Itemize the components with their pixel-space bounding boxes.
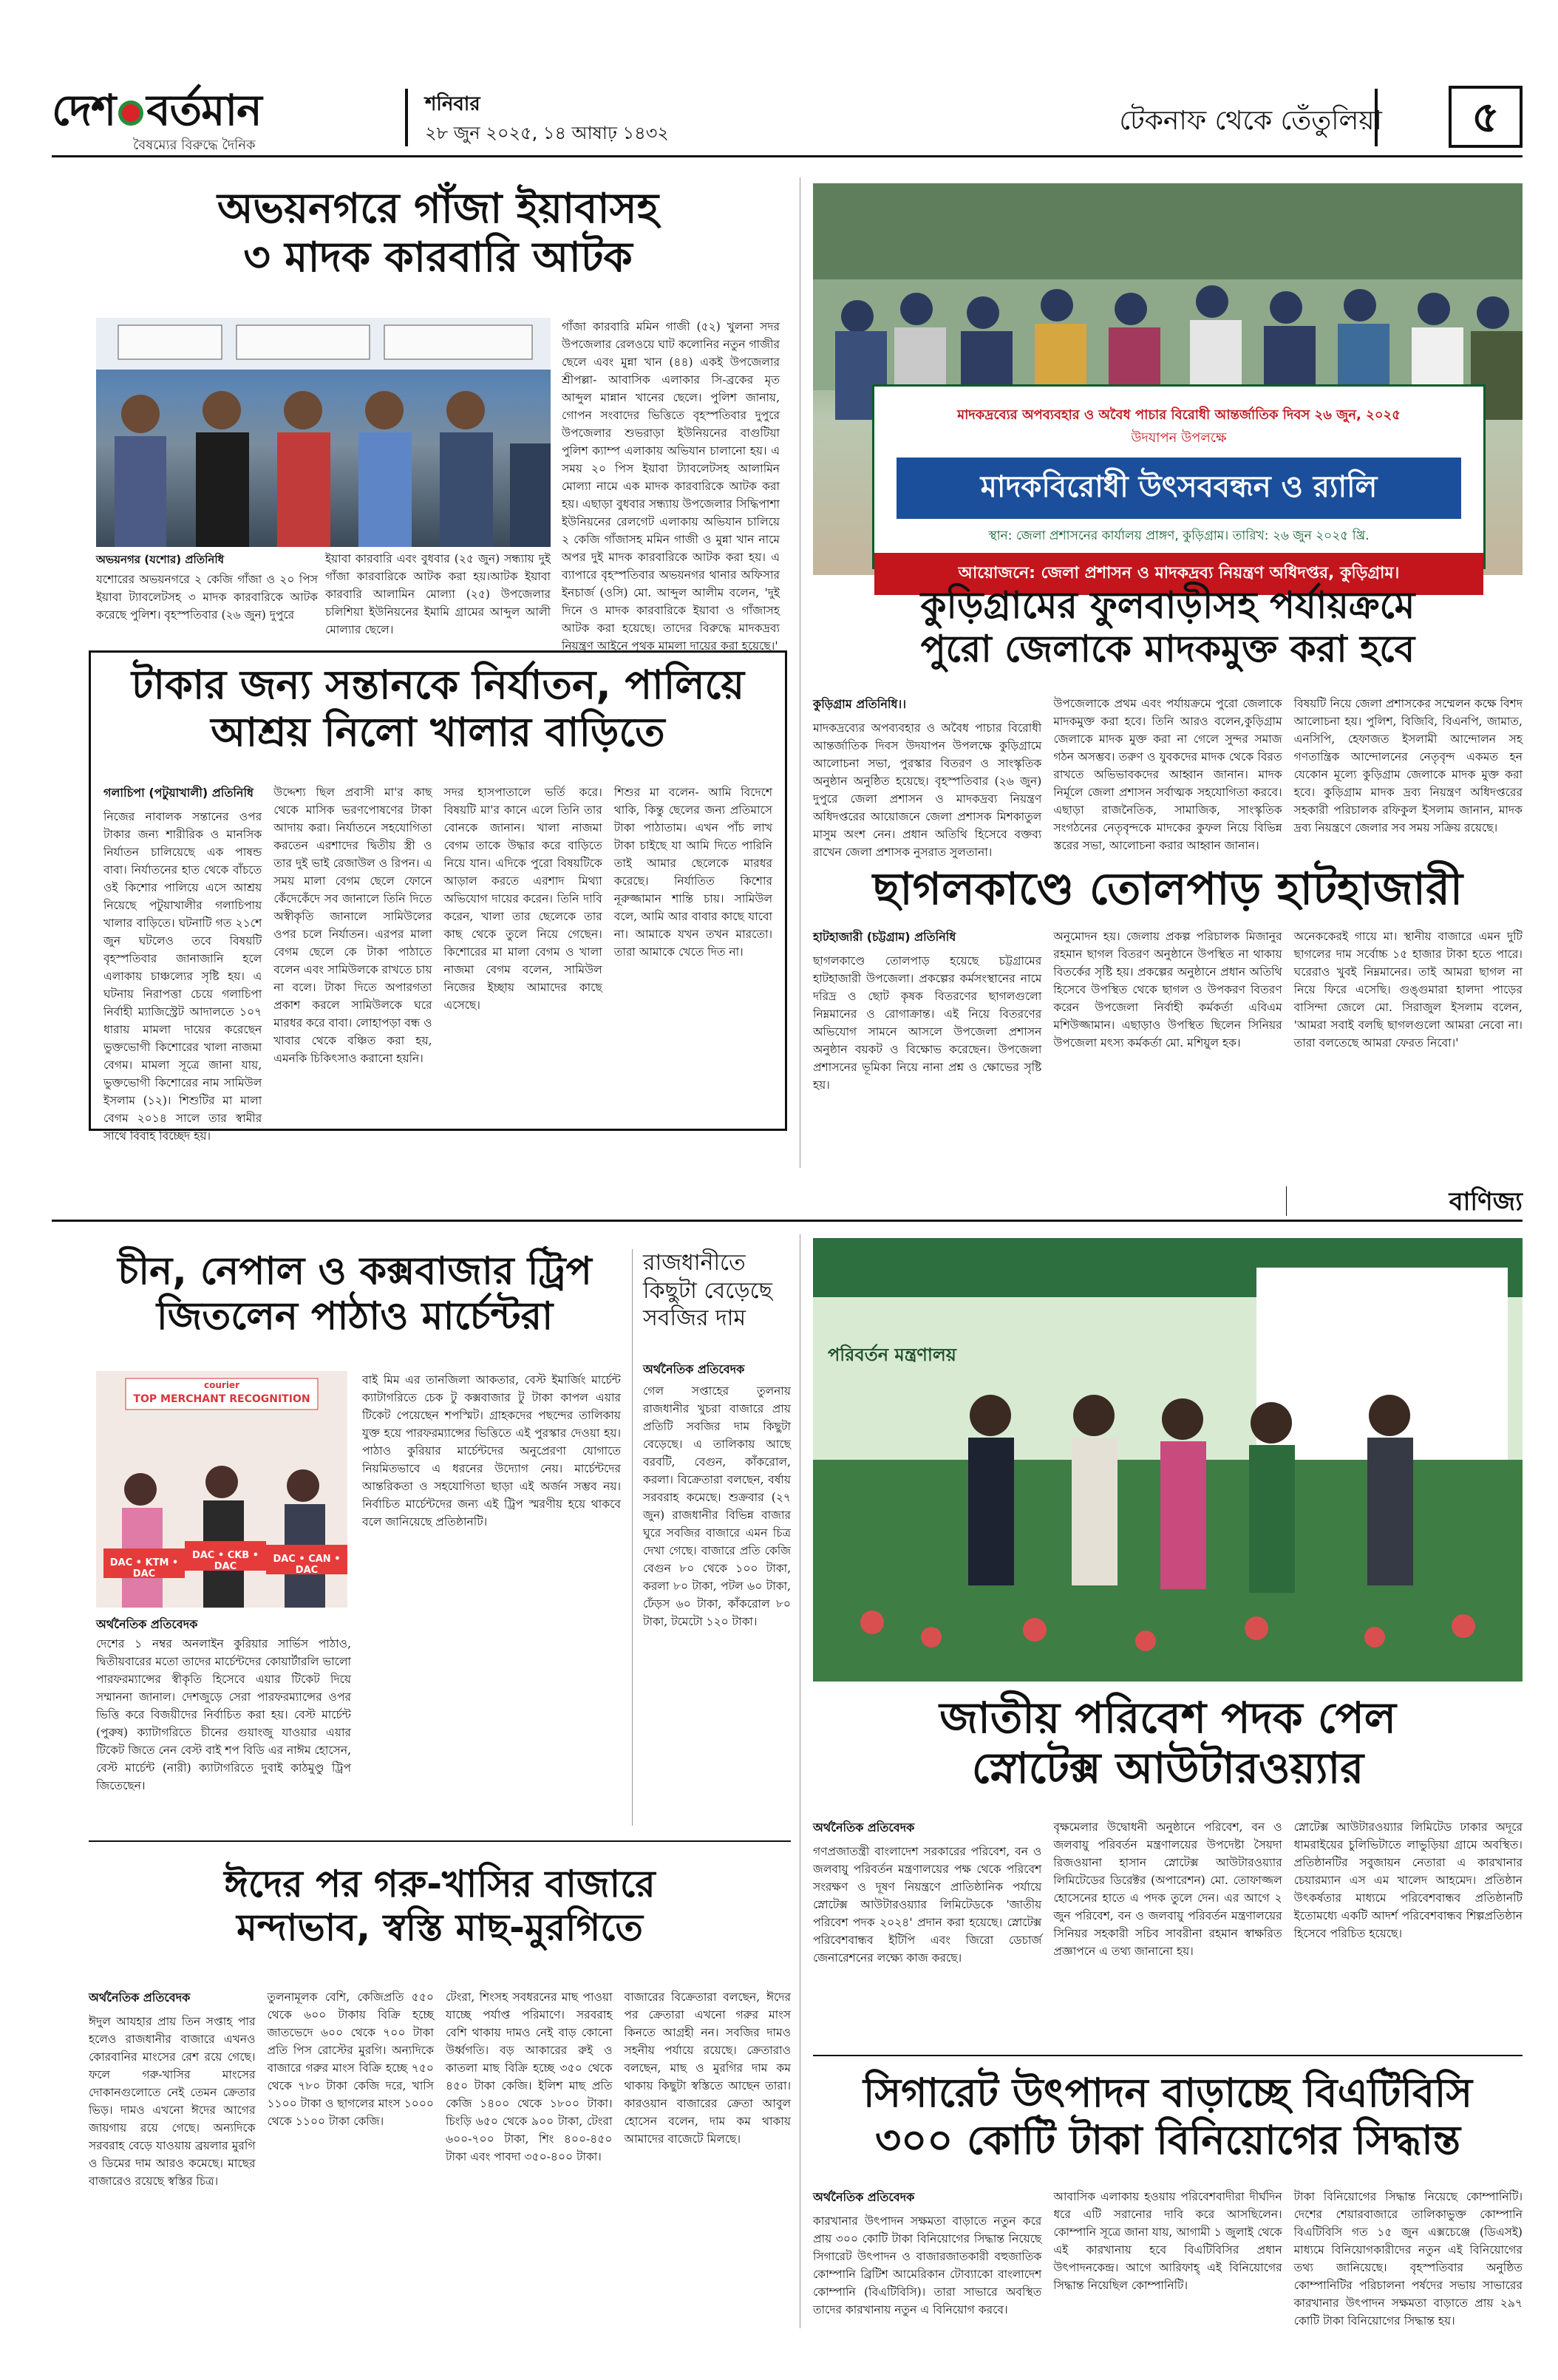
banner-line: মাদকদ্রব্যের অপব্যবহার ও অবৈধ পাচার বিরোধী আন্তর্জাতিক দিবস ২৬ জুন, ২০২৫	[957, 407, 1401, 423]
story-snowtex-headline: জাতীয় পরিবেশ পদক পেল স্নোটেক্স আউটারওয়্যার	[939, 1693, 1396, 1794]
story-rule	[813, 2055, 1523, 2056]
story-eid-headline: ঈদের পর গরু-খাসির বাজারে মন্দাভাব, স্বস্তি মাছ-মুরগিতে	[224, 1863, 656, 1949]
byline: কুড়িগ্রাম প্রতিনিধি।।	[813, 697, 906, 711]
story-galachipa-headline: টাকার জন্য সন্তানকে নির্যাতন, পালিয়ে আশ্রয় নিলো খালার বাড়িতে	[131, 662, 745, 755]
banner-organizer: আয়োজনে: জেলা প্রশাসন ও মাদকদ্রব্য নিয়ন্ত্রণ অধিদপ্তর, কুড়িগ্রাম।	[874, 553, 1483, 595]
story-body-column: যশোরের অভয়নগরে ২ কেজি গাঁজা ও ২০ পিস ইয়াবা ট্যাবলেটসহ ৩ মাদক কারবারিকে আটক করেছে পুলিশ। বৃহস্পতিবার (২৬ জুন) দুপুরে	[96, 573, 318, 622]
story-body-column: গাঁজা কারবারি মমিন গাজী (৫২) খুলনা সদর উপজেলার রেলওয়ে ঘাট কলোনির নতুন গাজীর ছেলে এবং মুন্না খান (৪৪) একই উপজেলার শ্রীপল্লা- আবাসিক এলাকার সি-ব্রকের মৃত আব্দুল মান্নান খানের ছেলে। পুলিশ জানায়, গোপন সংবাদের ভিত্তিতে বৃহস্পতিবার দুপুরে উপজেলার শুভরাড়া ইউনিয়নের বাগুটিয়া পুলিশ ক্যাম্প এলাকায় অভিযান চালানো হয়। এ সময় ২০ পিস ইয়াবা ট্যাবলেটসহ আলামিন মোল্যা নামে এক মাদক কারবারিকে আটক করা হয়। এছাড়া বুধবার সন্ধ্যায় উপজেলার সিদ্ধিপাশা ইউনিয়নের রেলগেট এলাকায় অভিযান চালিয়ে ২ কেজি গাঁজাসহ মমিন গাজী ও মুন্না খান নামে অপর দুই মাদক কারবারিকে আটক করা হয়। এ ব্যাপারে বৃহস্পতিবার অভয়নগর থানার অফিসার ইনচার্জ (ওসি) মো. আব্দুল আলীম বলেন, 'দুই দিনে ও মাদক কারবারিকে ইয়াবা ও গাঁজাসহ আটক করা হয়েছে। তাদের বিরুদ্ধে মাদকদ্রব্য নিয়ন্ত্রণ আইনে পৃথক মামলা দায়ের করা হয়েছে।'	[562, 320, 780, 653]
byline: হাটহাজারী (চট্টগ্রাম) প্রতিনিধি	[813, 930, 956, 944]
byline: অর্থনৈতিক প্রতিবেদক	[643, 1362, 745, 1376]
photo-brand-text: courier	[204, 1380, 239, 1390]
logo-word-left: দেশ	[52, 85, 116, 135]
logo-word-right: বর্তমান	[146, 85, 262, 135]
story-hathazari-body: হাটহাজারী (চট্টগ্রাম) প্রতিনিধি ছাগলকাণ্ডে তোলপাড় হয়েছে চট্টগ্রামের হাটহাজারী উপজেলা। প্রকল্পের কর্মসংস্থানের নামে দরিদ্র ও ছোট কৃষক বিতরণের ছাগলগুলো নিম্নমানের ও রোগাক্রান্ত। এই নিয়ে বিতরণের অভিযোগ সামনে আসলে উপজেলা প্রশাসন অনুষ্ঠান বয়কট ও বিক্ষোভ করেছেন। উপজেলা প্রশাসনের ভূমিকা নিয়ে নানা প্রশ্ন ও ক্ষোভের সৃষ্টি হয়। অনুমোদন হয়। জেলায় প্রকল্প পরিচালক মিজানুর রহমান ছাগল বিতরণ অনুষ্ঠানে উপস্থিত না থাকায় বিতর্কের সৃষ্টি হয়। প্রকল্পের অনুষ্ঠানে প্রধান অতিথি হিসেবে উপস্থিত থেকে ছাগল ও উপকরণ বিতরণ করেন উপজেলা নির্বাহী কর্মকর্তা এবিএম মশিউজ্জামান। এছাড়াও উপস্থিত ছিলেন সিনিয়র উপজেলা মৎস্য কর্মকর্তা মো. মশিয়ুল হক। অনেককেরই গায়ে মা। স্থানীয় বাজারে এমন দুটি ছাগলের দাম সর্বোচ্চ ১৫ হাজার টাকা হতে পারে। ঘরেরাও খুবই নিম্নমানের। তাই আমরা ছাগল না নিয়ে ফিরে এসেছি। গুঙ্গুমারা হালদা পাড়ের বাসিন্দা জেলে মো. সিরাজুল ইসলাম বলেন, 'আমরা সবাই বলছি ছাগলগুলো আমরা নেবো না। তারা বলতেছে আমরা ফেরত নিবো।'	[813, 928, 1523, 1142]
logo-tagline: বৈষম্যের বিরুদ্ধে দৈনিক	[133, 137, 256, 153]
issue-day: শনিবার	[425, 93, 480, 115]
story-rule	[89, 1840, 791, 1842]
newspaper-logo[interactable]	[52, 87, 421, 154]
photo-caption: অভয়নগর (যশোর) প্রতিনিধি	[96, 553, 225, 566]
banner-line: উদযাপন উপলক্ষে	[1131, 430, 1227, 446]
story-body-column: বাই মিম এর তানজিলা আকতার, বেস্ট ইমার্জিং মার্চেন্ট ক্যাটাগরিতে চেক টু কক্সবাজার টু টাকা কাপল এয়ার টিকেট পেয়েছেন শপস্মিট। গ্রাহকদের পছন্দের তালিকায় যুক্ত হয়ে পারফরম্যান্সের ভিত্তিতে এই পুরস্কার দেওয়া হয়। পাঠাও কুরিয়ার মার্চেন্টদের অনুপ্রেরণা যোগাতে নিয়মিতভাবে এ ধরনের উদ্যোগ নেয়। মার্চেন্টদের আন্তরিকতা ও সহযোগিতা ছাড়া এই অর্জন সম্ভব নয়। নির্বাচিত মার্চেন্টদের জন্য এই ট্রিপ স্মরণীয় হয়ে থাকবে বলে জানিয়েছে প্রতিষ্ঠানটি।	[362, 1373, 621, 1529]
story-batbc-headline: সিগারেট উৎপাদন বাড়াচ্ছে বিএটিবিসি ৩০০ কোটি টাকা বিনিয়োগের সিদ্ধান্ত	[863, 2070, 1473, 2163]
story-vegetable-headline: রাজধানীতে কিছুটা বেড়েছে সবজির দাম	[643, 1250, 772, 1331]
ticket-card: DAC • CAN • DAC	[273, 1554, 341, 1576]
story-abhaynagar-headline	[96, 185, 780, 310]
masthead-rule	[52, 155, 1523, 157]
byline: অর্থনৈতিক প্রতিবেদক	[813, 1820, 915, 1835]
story-kurigram-body: কুড়িগ্রাম প্রতিনিধি।। মাদকদ্রব্যের অপব্যবহার ও অবৈধ পাচার বিরোধী আন্তর্জাতিক দিবস উদযাপন উপলক্ষে কুড়িগ্রামে আলোচনা সভা, পুরস্কার বিতরণ ও সাংস্কৃতিক অনুষ্ঠান অনুষ্ঠিত হয়েছে। বৃহস্পতিবার (২৬ জুন) দুপুরে জেলা প্রশাসন ও মাদকদ্রব্য নিয়ন্ত্রণ অধিদপ্তরের আয়োজনে জেলা প্রশাসক মিশকাতুল মাসুম অংশ নেন। প্রধান অতিথি হিসেবে বক্তব্য রাখেন জেলা প্রশাসক নুসরাত সুলতানা। উপজেলাকে প্রথম এবং পর্যায়ক্রমে পুরো জেলাকে মাদকমুক্ত করা হবে। তিনি আরও বলেন,কুড়িগ্রাম জেলাকে মাদক মুক্ত করা না গেলে সুন্দর সমাজ গঠন অসম্ভব। তরুণ ও যুবকদের মাদক থেকে বিরত রাখতে অভিভাবকদের আহ্বান জানান। মাদক নির্মূলে জেলা প্রশাসন সর্বাত্মক সহযোগিতা করবে। এছাড়া রাজনৈতিক, সামাজিক, সাংস্কৃতিক সংগঠনের নেতৃবৃন্দকে মাদকের কুফল নিয়ে বিভিন্ন স্তরের সভা, আলোচনা করার আহ্বান জানান। বিষয়টি নিয়ে জেলা প্রশাসকের সম্মেলন কক্ষে বিশদ আলোচনা হয়। পুলিশ, বিজিবি, বিএনপি, জামাত, এনসিপি, হেফাজত ইসলামী আন্দোলন সহ গণতান্ত্রিক আন্দোলনের নেতৃবৃন্দ একমত হন যেকোন মূল্যে কুড়িগ্রাম জেলাকে মাদক মুক্ত করা হবে। কুড়িগ্রাম মাদক দ্রব্য নিয়ন্ত্রণ অধিদপ্তরের সহকারী পরিচালক রফিকুল ইসলাম জানান, মাদক দ্রব্য নিয়ন্ত্রণে জেলার সব সময় সক্রিয় রয়েছে।	[813, 695, 1523, 854]
pathao-award-photo	[96, 1371, 347, 1608]
banner-title-strip	[897, 458, 1461, 519]
arrest-photo	[96, 318, 551, 547]
story-galachipa-body: গলাচিপা (পটুয়াখালী) প্রতিনিধি নিজের নাবালক সন্তানের ওপর টাকার জন্য শারীরিক ও মানসিক নির্যাতন চালিয়েছে এক পাষন্ড বাবা। নির্যাতনের হাত থেকে বাঁচতে ওই কিশোর পালিয়ে এসে আশ্রয় নিয়েছে পটুয়াখালীর গলাচিপায় খালার বাড়িতে। ঘটনাটি গত ২১শে জুন ঘটলেও তবে বিষয়টি বৃহস্পতিবার জানাজানি হলে এলাকায় চাঞ্চল্যের সৃষ্টি হয়। এ ঘটনায় নিরাপত্তা চেয়ে গলাচিপা নির্বাহী ম্যাজিস্ট্রেট আদালতে ১০৭ ধারায় মামলা দায়ের করেছেন ভুক্তভোগী কিশোরের খালা নাজমা বেগম। মামলা সূত্রে জানা যায়, ভুক্তভোগী কিশোরের নাম সামিউল ইসলাম (১২)। শিশুটির মা মালা বেগম ২০১৪ সালে তার স্বামীর সাথে বিবাহ বিচ্ছেদ হয়। উদ্দেশ্য ছিল প্রবাসী মা'র কাছ থেকে মাসিক ভরণপোষণের টাকা আদায় করা। নির্যাতনে সহযোগিতা করতেন এরশাদের দ্বিতীয় স্ত্রী ও তার দুই ভাই রেজাউল ও রিপন। এ সময় মালা বেগম ছেলে ফোনে কেঁদেকেঁদে সব জানালে তিনি দিতে অস্বীকৃতি জানালে সামিউলের ওপর চলে নির্যাতন। এরপর মালা বেগম ছেলে কে টাকা পাঠাতে বলেন এবং সামিউলকে রাখতে চায় না বলে। টাকা দিতে অপারগতা প্রকাশ করলে সামিউলকে ঘরে মারধর করে বাবা। লোহাপড়া বন্ধ ও খাবার থেকে বঞ্চিত করা হয়, এমনকি চিকিৎসাও করানো হয়নি। সদর হাসপাতালে ভর্তি করে। বিষয়টি মা'র কানে এলে তিনি তার বোনকে জানান। খালা নাজমা বেগম তাকে উদ্ধার করে বাড়িতে নিয়ে যান। এদিকে পুরো বিষয়টিকে আড়াল করতে এরশাদ মিথ্যা অভিযোগ দায়ের করেন। তিনি দাবি করেন, খালা তার ছেলেকে তার কাছ থেকে তুলে নিয়ে গেছেন। কিশোরের মা মালা বেগম ও খালা নাজমা বেগম বলেন, সামিউল নিজের ইচ্ছায় আমাদের কাছে এসেছে। শিশুর মা বলেন- আমি বিদেশে থাকি, কিন্তু ছেলের জন্য প্রতিমাসে টাকা পাঠাতাম। এখন পাঁচ লাখ টাকা চাইছে যা আমি দিতে পারিনি তাই আমার ছেলেকে মারধর করেছে। নির্যাতিত কিশোর নূরুজ্জামান শান্তি চায়। সামিউল বলে, আমি আর বাবার কাছে যাবো না। আমাকে যখন তখন মারতো। তারা আমাকে খেতে দিত না।	[103, 783, 772, 1120]
story-batbc-body: অর্থনৈতিক প্রতিবেদক কারখানার উৎপাদন সক্ষমতা বাড়াতে নতুন করে প্রায় ৩০০ কোটি টাকা বিনিয়োগের সিদ্ধান্ত নিয়েছে সিগারেট উৎপাদন ও বাজারজাতকারী বহুজাতিক কোম্পানি ব্রিটিশ আমেরিকান টোব্যাকো বাংলাদেশ কোম্পানি (বিএটিবিসি)। তারা সাভারে অবস্থিত তাদের কারখানায় নতুন এ বিনিয়োগ করবে। আবাসিক এলাকায় হওয়ায় পরিবেশবাদীরা দীর্ঘদিন ধরে এটি সরানোর দাবি করে আসছিলেন। কোম্পানি সূত্রে জানা যায়, আগামী ১ জুলাই থেকে এই কারখানায় হবে বিএটিবিসির প্রধান উৎপাদনকেন্দ্র। আগে আরিফাহ্ এই বিনিয়োগের সিদ্ধান্ত নিয়েছিল কোম্পানিটি। টাকা বিনিয়োগের সিদ্ধান্ত নিয়েছে কোম্পানিটি। দেশের শেয়ারবাজারে তালিকাভুক্ত কোম্পানি বিএটিবিসি গত ১৫ জুন এক্সচেঞ্জে (ডিএসই) মাধ্যমে বিনিয়োগকারীদের নতুন এই বিনিয়োগের তথ্য জানিয়েছে। বৃহস্পতিবার অনুষ্ঠিত কোম্পানিটির পরিচালনা পর্ষদের সভায় সাভারের কারখানার উৎপাদন সক্ষমতা বাড়াতে প্রায় ২৯৭ কোটি টাকা বিনিয়োগের সিদ্ধান্ত হয়।	[813, 2188, 1523, 2336]
story-body-column: গেল সপ্তাহের তুলনায় রাজধানীর খুচরা বাজারে প্রায় প্রতিটি সবজির দাম কিছুটা বেড়েছে। এ তালিকায় আছে বরবটি, বেগুন, কাঁকরোল, করলা। বিক্রেতারা বলছেন, বর্ষায় সরবরাহ কমেছে। শুক্রবার (২৭ জুন) রাজধানীর বিভিন্ন বাজার ঘুরে সবজির বাজারে এমন চিত্র দেখা গেছে। বাজারে প্রতি কেজি বেগুন ৮০ থেকে ১০০ টাকা, করলা ৮০ টাকা, পটল ৬০ টাকা, ঢেঁড়স ৬০ টাকা, কাঁকরোল ৮০ টাকা, টমেটো ১২০ টাকা।	[643, 1384, 791, 1629]
section-commerce-title: বাণিজ্য	[1449, 1187, 1523, 1217]
rally-banner	[872, 384, 1486, 582]
photo-banner-text: TOP MERCHANT RECOGNITION	[133, 1393, 310, 1405]
story-body-column: ইয়াবা কারবারি এবং বুধবার (২৫ জুন) সন্ধ্যায় দুই গাঁজা কারবারিকে আটক করা হয়।আটক ইয়াবা কারবারি আলামিন মোল্যা (২৫) উপজেলার চলিশিয়া ইউনিয়নের ইমামি গ্রামের আব্দুল আলী মোল্যার ছেলে।	[325, 552, 551, 637]
arrest-photo-figures	[96, 318, 551, 547]
story-hathazari-headline: ছাগলকাণ্ডে তোলপাড় হাটহাজারী	[872, 863, 1463, 915]
ticket-card: DAC • CKB • DAC	[191, 1550, 259, 1572]
issue-date: ২৮ জুন ২০২৫, ১৪ আষাঢ় ১৪৩২	[425, 123, 669, 143]
story-snowtex-body: অর্থনৈতিক প্রতিবেদক গণপ্রজাতন্ত্রী বাংলাদেশ সরকারের পরিবেশ, বন ও জলবায়ু পরিবর্তন মন্ত্রণালয়ের পক্ষ থেকে পরিবেশ সংরক্ষণ ও দূষণ নিয়ন্ত্রণে প্রাতিষ্ঠানিক পর্যায়ে স্নোটেক্স আউটারওয়্যার লিমিটেডকে 'জাতীয় পরিবেশ পদক ২০২৪' প্রদান করা হয়েছে। স্নোটেক্স পরিবেশবান্ধব ইটিপি এবং জিরো ডেচার্জ জেনারেশনের লক্ষ্যে কাজ করছে। বৃক্ষমেলার উদ্বোধনী অনুষ্ঠানে পরিবেশ, বন ও জলবায়ু পরিবর্তন মন্ত্রণালয়ের উপদেষ্টা সৈয়দা রিজওয়ানা হাসান স্নোটেক্স আউটারওয়্যার লিমিটেডের ডিরেক্টর (অপারেশন) মো. তোফাজ্জল হোসেনের হাতে এ পদক তুলে দেন। এর আগে ২ জুন পরিবেশ, বন ও জলবায়ু পরিবর্তন মন্ত্রণালয়ের সিনিয়র সহকারী সচিব সাবরীনা রহমান স্বাক্ষরিত প্রজ্ঞাপনে এ তথ্য জানানো হয়। স্নোটেক্স আউটারওয়্যার লিমিটেড ঢাকার অদূরে ধামরাইয়ের চুলিভিটাতে লাভুড়িয়া গ্রামে অবস্থিত। প্রতিষ্ঠানটির সবুজায়ন নেতারা এ কারখানার চেয়ারম্যান এস এম খালেদ আহমেদ। প্রতিষ্ঠান উৎকর্ষতার মাধ্যমে পরিবেশবান্ধব প্রতিষ্ঠানটি ইতোমধ্যে একটি আদর্শ পরিবেশবান্ধব শিল্পপ্রতিষ্ঠান হিসেবে পরিচিত হয়েছে।	[813, 1818, 1523, 2044]
story-pathao-headline: চীন, নেপাল ও কক্সবাজার ট্রিপ জিতলেন পাঠাও মার্চেন্টরা	[118, 1249, 592, 1339]
headline-line: অভয়নগরে গাঁজা ইয়াবাসহ	[217, 185, 659, 233]
photo-backdrop-text: পরিবর্তন মন্ত্রণালয়	[828, 1344, 956, 1365]
award-photo-scene	[813, 1238, 1523, 1682]
headline-line: ৩ মাদক কারবারি আটক	[243, 234, 633, 282]
banner-title: মাদকবিরোধী উৎসববন্ধন ও র‍্যালি	[980, 470, 1378, 504]
masthead-divider	[405, 89, 408, 146]
page-section-title: টেকনাফ থেকে তেঁতুলিয়া	[1119, 106, 1382, 136]
byline: গলাচিপা (পটুয়াখালী) প্রতিনিধি	[103, 786, 254, 800]
story-body-column: দেশের ১ নম্বর অনলাইন কুরিয়ার সার্ভিস পাঠাও, দ্বিতীয়বারের মতো তাদের মার্চেন্টদের কোয়ার্টারলি ভালো পারফরম্যান্সের স্বীকৃতি হিসেবে এয়ার টিকেট দিয়ে সম্মাননা জানাল। দেশজুড়ে সেরা পারফরম্যান্সের ওপর ভিত্তি করে বিজয়ীদের নির্বাচিত করা হয়। বেস্ট মার্চেন্ট (পুরুষ) ক্যাটাগরিতে চীনের গুয়াংজু যাওয়ার এয়ার টিকেট জিতে নেন বেস্ট বাই শপ বিডি এর নাঈম হোসেন, বেস্ট মার্চেন্ট (নারী) ক্যাটাগরিতে দুবাই কাঠমুণ্ডু ট্রিপ জিতেছেন।	[96, 1637, 351, 1793]
banner-place: স্থান: জেলা প্রশাসনের কার্যালয় প্রাঙ্গণ, কুড়িগ্রাম। তারিখ: ২৬ জুন ২০২৫ খ্রি.	[988, 528, 1370, 543]
byline: অর্থনৈতিক প্রতিবেদক	[89, 1990, 191, 2005]
section-marker	[1286, 1186, 1287, 1216]
story-kurigram-headline: কুড়িগ্রামের ফুলবাড়ীসহ পর্যায়ক্রমে পুরো জেলাকে মাদকমুক্ত করা হবে	[920, 584, 1415, 670]
byline: অর্থনৈতিক প্রতিবেদক	[813, 2190, 915, 2204]
logo-emblem-icon	[118, 101, 143, 126]
story-eid-body: অর্থনৈতিক প্রতিবেদক ঈদুল আযহার প্রায় তিন সপ্তাহ পার হলেও রাজধানীর বাজারে এখনও কোরবানির মাংসের রেশ রয়ে গেছে। ফলে গরু-খাসির মাংসের দোকানগুলোতে নেই তেমন ক্রেতার ভিড়। দামও এখনো ঈদের আগের জায়গায় রয়ে গেছে। অন্যদিকে সরবরাহ বেড়ে যাওয়ায় ব্রয়লার মুরগি ও ডিমের দাম আরও কমেছে। মাছের বাজারেও রয়েছে স্বস্তির চিত্র। তুলনামূলক বেশি, কেজিপ্রতি ৫৫০ থেকে ৬০০ টাকায় বিক্রি হচ্ছে জাতভেদে ৬০০ থেকে ৭০০ টাকা প্রতি পিস রোস্টের মুরগি। অন্যদিকে বাজারে গরুর মাংস বিক্রি হচ্ছে ৭৫০ থেকে ৭৮০ টাকা কেজি দরে, খাসি ১১০০ টাকা ও ছাগলের মাংস ১০০০ থেকে ১১০০ টাকা কেজি। টেংরা, শিংসহ সবধরনের মাছ পাওয়া যাচ্ছে পর্যাপ্ত পরিমাণে। সরবরাহ বেশি থাকায় দামও নেই বাড় কোনো উর্ধ্বগতি। বড় আকারের রুই ও কাতলা মাছ বিক্রি হচ্ছে ৩৫০ থেকে ৪৫০ টাকা কেজি। ইলিশ মাছ প্রতি কেজি ১৪০০ থেকে ১৮০০ টাকা। চিংড়ি ৬৫০ থেকে ৯০০ টাকা, টেংরা ৬০০-৭০০ টাকা, শিং ৪০০-৪৫০ টাকা এবং পাবদা ৩৫০-৪০০ টাকা। বাজারের বিক্রেতারা বলছেন, ঈদের পর ক্রেতারা এখনো গরুর মাংস কিনতে আগ্রহী নন। সবজির দামও সহনীয় পর্যায়ে রয়েছে। ক্রেতারাও বলছেন, মাছ ও মুরগির দাম কম থাকায় কিছুটা স্বস্তিতে আছেন তারা। কারওয়ান বাজারের ক্রেতা আবুল হোসেন বলেন, দাম কম থাকায় আমাদের বাজেটে মিলছে।	[89, 1988, 791, 2313]
masthead	[52, 81, 1523, 163]
column-divider	[632, 1249, 633, 1826]
section-rule	[52, 1220, 1523, 1222]
ticket-card: DAC • KTM • DAC	[109, 1557, 179, 1580]
byline: অর্থনৈতিক প্রতিবেদক	[96, 1617, 198, 1631]
page-number: ৫	[1449, 86, 1523, 148]
snowtex-award-photo	[813, 1238, 1523, 1682]
